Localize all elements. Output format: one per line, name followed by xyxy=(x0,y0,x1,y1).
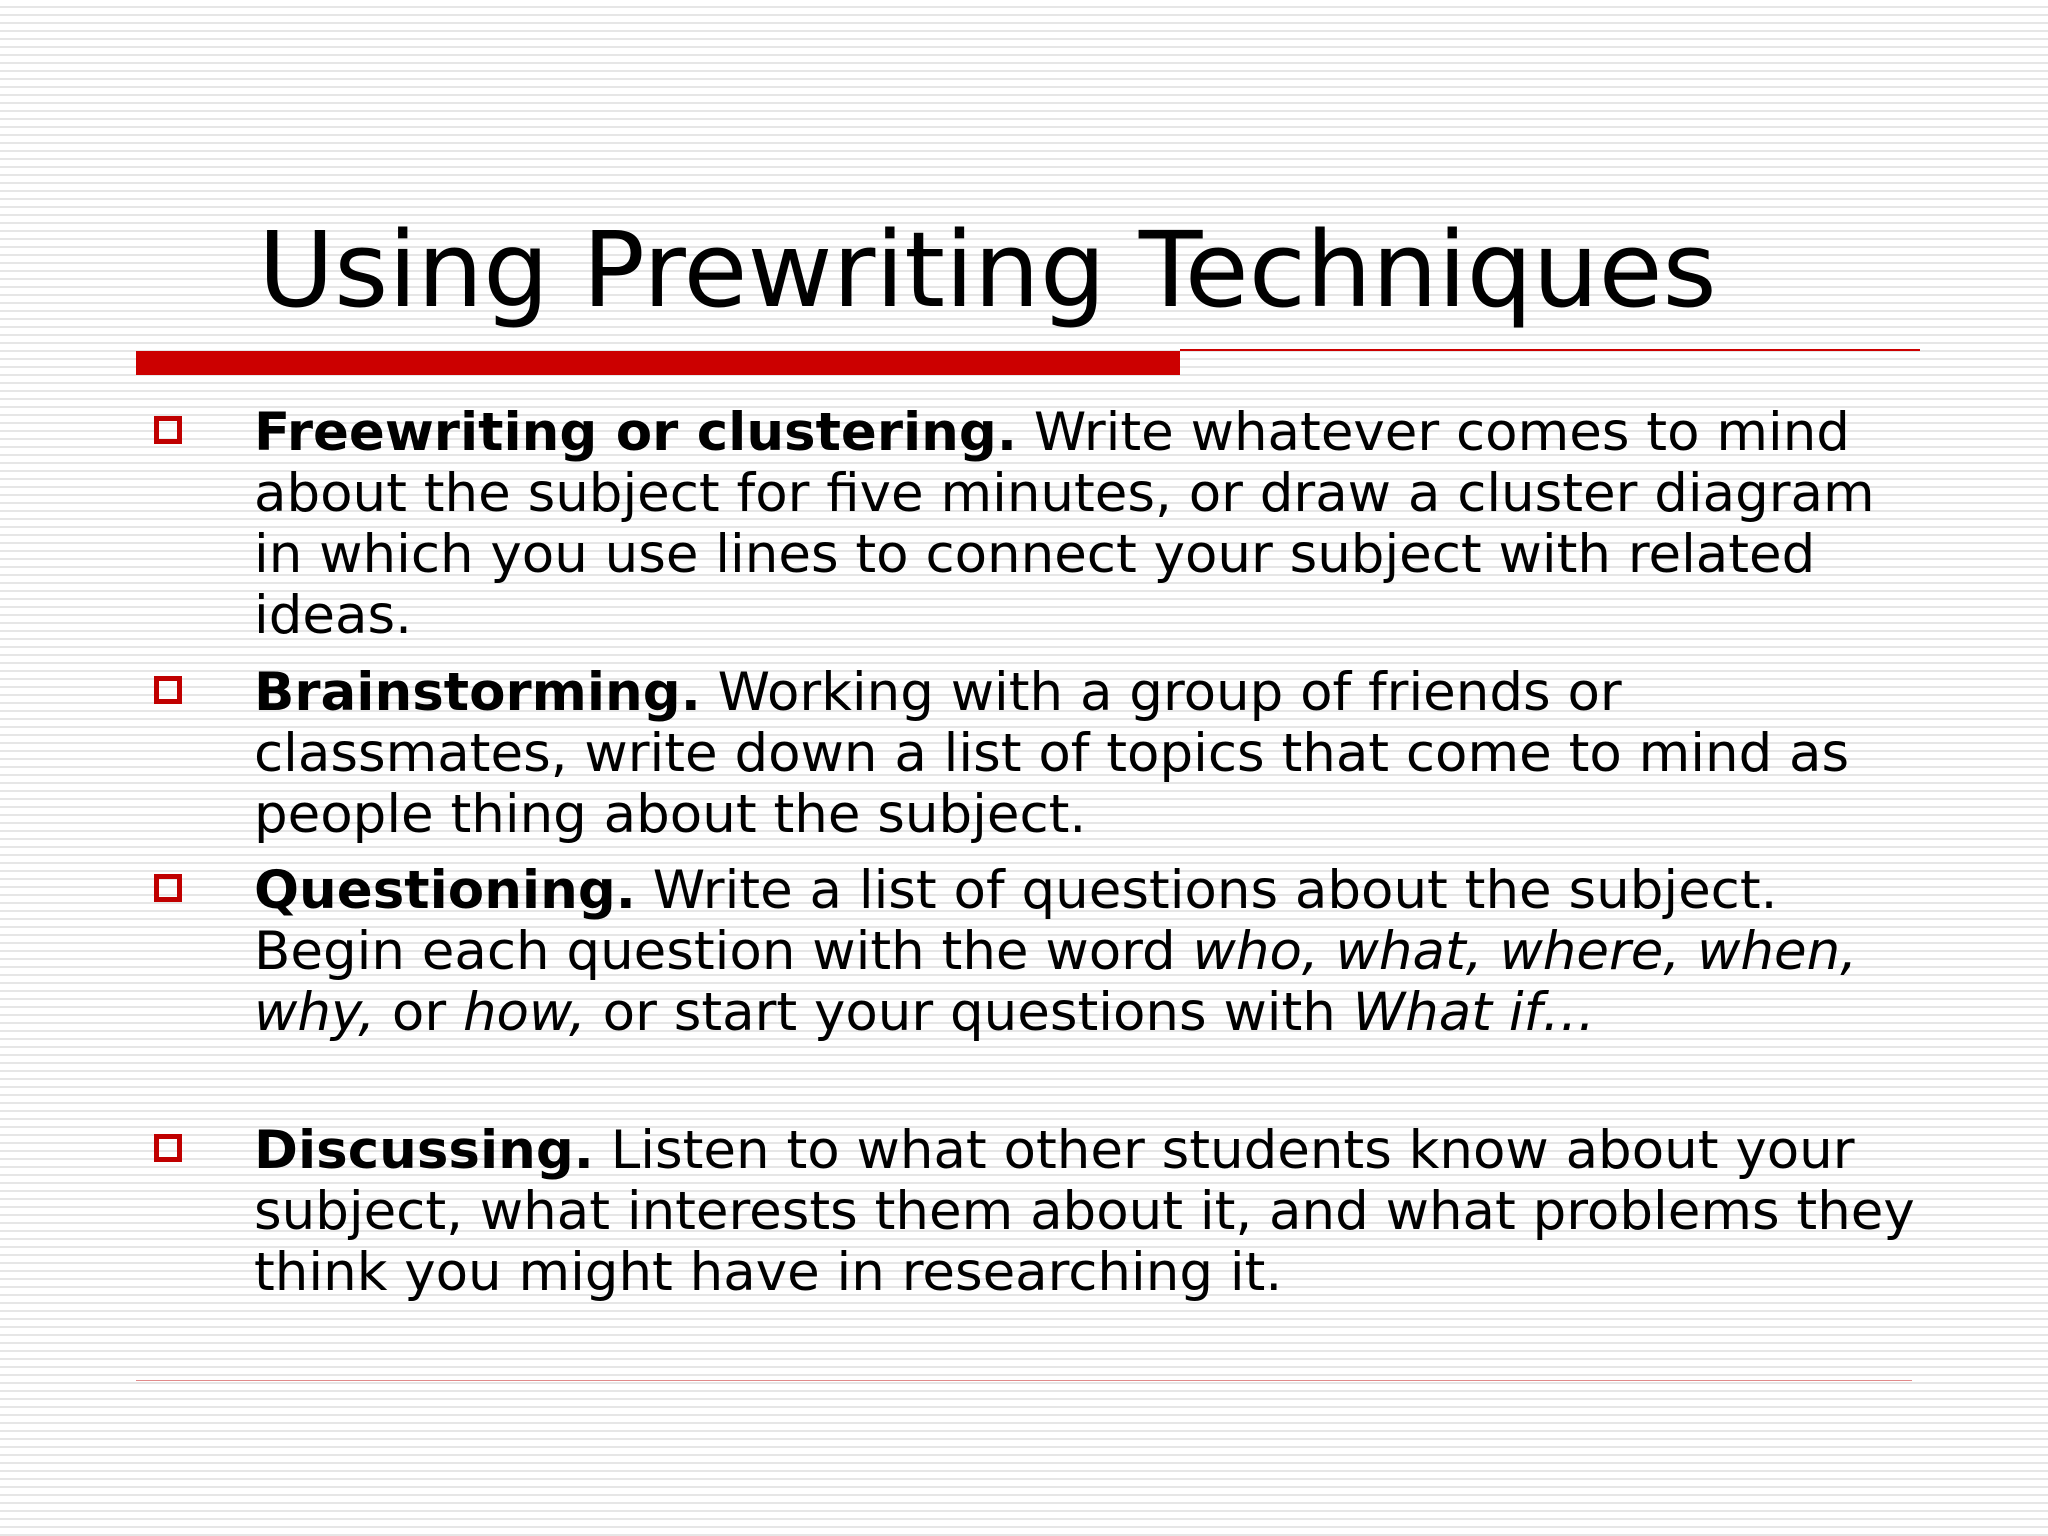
bullet-text: Working with a group of friends or classmates, write down a list of topics that come to mind as people thing about the subject. xyxy=(254,662,1850,845)
bullet-item-freewriting xyxy=(254,402,1934,646)
square-outline-icon xyxy=(154,676,182,704)
bullet-text: Write a list of questions about the subject. Begin each question with the word xyxy=(254,860,1778,982)
bullet-text: Write whatever comes to mind about the subject for five minutes, or draw a cluster diagram in which you use lines to connect your subject with related ideas. xyxy=(254,402,1875,646)
square-outline-icon xyxy=(154,1134,182,1162)
bullet-heading: Questioning. xyxy=(254,860,636,921)
title-underline-thin xyxy=(1180,349,1920,351)
bullet-text: or xyxy=(375,982,463,1043)
bullet-heading: Discussing. xyxy=(254,1120,594,1181)
title-underline-thick xyxy=(136,351,1180,375)
bullet-text-italic: What if… xyxy=(1352,982,1596,1043)
bullet-item-brainstorming xyxy=(254,662,1934,845)
bullet-text: Listen to what other students know about your subject, what interests them about it, and what problems they think you might have in researching it. xyxy=(254,1120,1915,1303)
bullet-heading: Brainstorming. xyxy=(254,662,701,723)
bullet-text-italic: how, xyxy=(462,982,586,1043)
bullet-text: or start your questions with xyxy=(585,982,1353,1043)
bullet-text-italic: who, what, where, when, why, xyxy=(254,921,1858,1043)
square-outline-icon xyxy=(154,416,182,444)
bullet-item-questioning xyxy=(254,860,1934,1043)
footer-divider xyxy=(136,1380,1912,1381)
bullet-heading: Freewriting or clustering. xyxy=(254,402,1017,463)
slide-title: Using Prewriting Techniques xyxy=(258,209,1717,331)
bullet-item-discussing xyxy=(254,1120,1934,1303)
square-outline-icon xyxy=(154,874,182,902)
